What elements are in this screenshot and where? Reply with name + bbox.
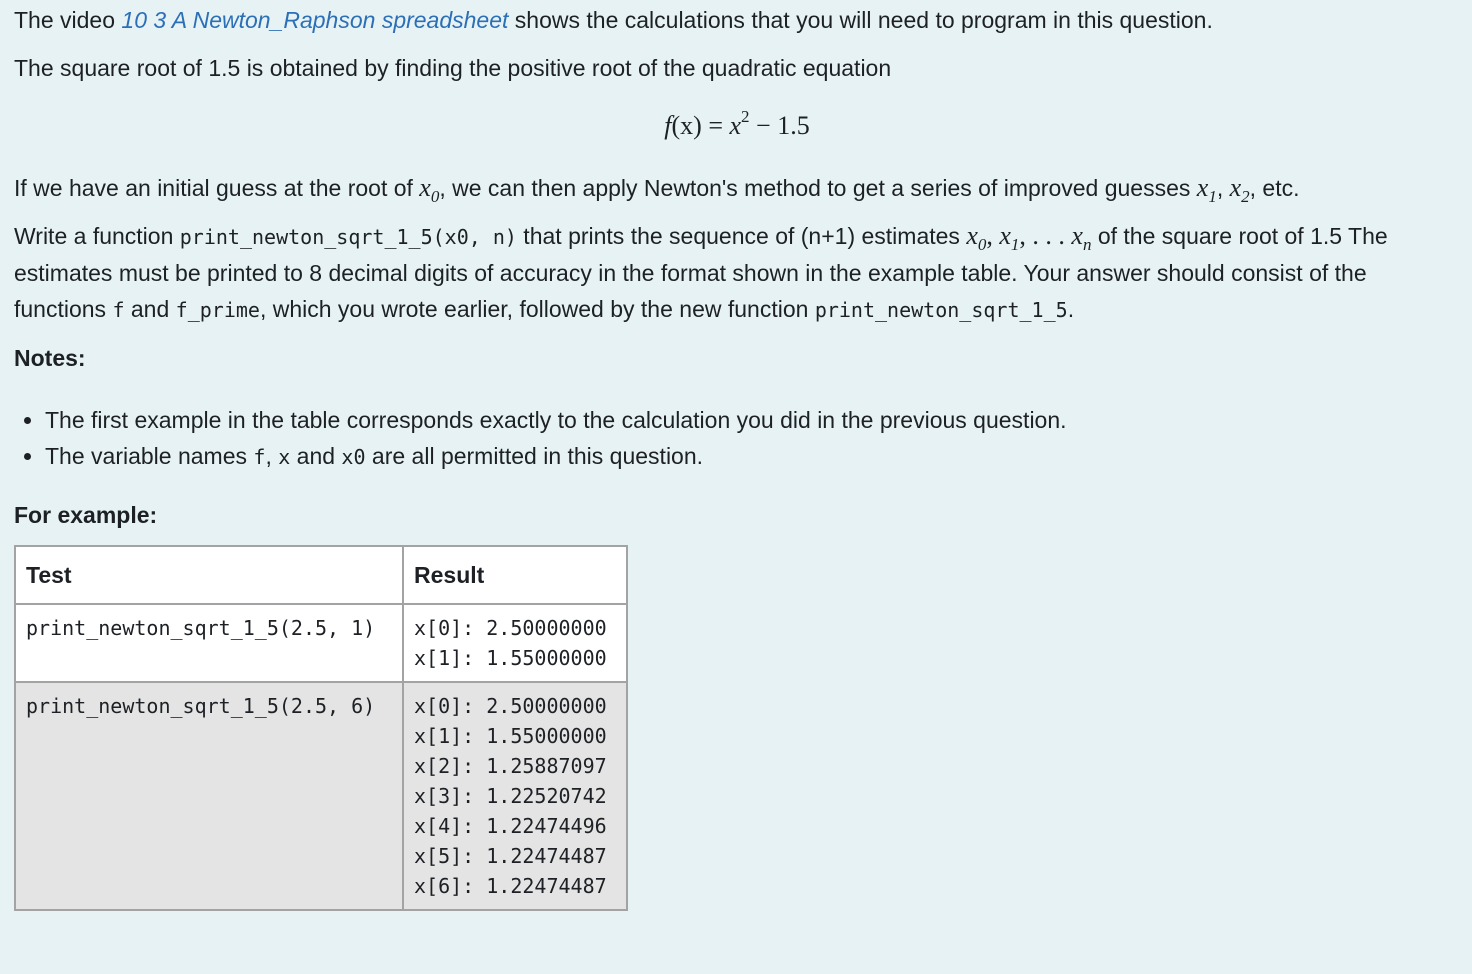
code-function-name: print_newton_sqrt_1_5	[814, 298, 1068, 322]
task-text-2: that prints the sequence of (n+1) estimates	[516, 223, 967, 249]
table-row	[15, 604, 627, 682]
notes-heading: Notes:	[14, 345, 86, 371]
equation-variable: x	[729, 111, 742, 140]
equation-function-name: f	[664, 111, 672, 140]
initial-guess-paragraph	[14, 170, 1460, 206]
task-text-5: , which you wrote earlier, followed by the new function	[259, 296, 815, 322]
math-seq-subn: n	[1082, 235, 1092, 254]
math-x1-subscript: 1	[1208, 187, 1217, 206]
quadratic-paragraph: The square root of 1.5 is obtained by finding the positive root of the quadratic equation	[14, 55, 892, 81]
equation-constant: − 1.5	[749, 111, 810, 140]
quadratic-equation	[14, 98, 1460, 158]
equation-exponent: 2	[741, 107, 750, 126]
math-seq-x0: x	[966, 221, 978, 250]
header-test: Test	[15, 546, 403, 604]
intro-text-start: The video	[14, 7, 122, 33]
question-text	[14, 2, 1460, 911]
math-estimate-sequence	[966, 221, 1092, 254]
result-cell: x[0]: 2.50000000 x[1]: 1.55000000	[403, 604, 627, 682]
guess-text-2: , we can then apply Newton's method to get a series of improved guesses	[439, 175, 1197, 201]
test-cell: print_newton_sqrt_1_5(2.5, 1)	[15, 604, 403, 682]
notes-list	[14, 402, 1460, 475]
note2-text-4: are all permitted in this question.	[365, 443, 704, 469]
math-seq-ellipsis: , . . .	[1019, 221, 1072, 250]
note2-code-x: x	[278, 445, 291, 469]
example-heading: For example:	[14, 502, 158, 528]
task-paragraph	[14, 218, 1460, 328]
math-x2-subscript: 2	[1241, 187, 1250, 206]
task-text-1: Write a function	[14, 223, 180, 249]
result-cell: x[0]: 2.50000000 x[1]: 1.55000000 x[2]: 1.25887097 x[3]: 1.22520742 x[4]: 1.22474496 x[5]: 1.22474487 x[6]: 1.22474487	[403, 682, 627, 910]
math-x0-subscript: 0	[430, 187, 440, 206]
examples-table	[14, 545, 628, 911]
test-cell: print_newton_sqrt_1_5(2.5, 6)	[15, 682, 403, 910]
code-f: f	[112, 298, 125, 322]
equation-argument: (x)	[671, 111, 702, 140]
table-row	[15, 682, 627, 910]
note2-code-x0: x0	[341, 445, 366, 469]
math-x1	[1196, 173, 1217, 206]
note2-code-f: f	[253, 445, 266, 469]
function-signature-code: print_newton_sqrt_1_5(x0, n)	[179, 225, 517, 249]
task-text-4: and	[124, 296, 176, 322]
math-seq-sub0: 0	[977, 235, 987, 254]
note2-text-2: ,	[265, 443, 279, 469]
intro-text-end: shows the calculations that you will need to program in this question.	[508, 7, 1213, 33]
equation-equals: =	[701, 111, 730, 140]
guess-text-1: If we have an initial guess at the root of	[14, 175, 420, 201]
note-item-2	[45, 438, 1460, 475]
intro-paragraph	[14, 2, 1460, 38]
header-result: Result	[403, 546, 627, 604]
table-header-row	[15, 546, 627, 604]
guess-text-3: ,	[1216, 175, 1230, 201]
math-seq-sub1: 1	[1010, 235, 1020, 254]
note2-text-1: The variable names	[45, 443, 254, 469]
math-x1-symbol: x	[1196, 173, 1209, 202]
math-x2	[1229, 173, 1250, 206]
math-seq-x1: x	[999, 221, 1011, 250]
video-link[interactable]: 10 3 A Newton_Raphson spreadsheet	[121, 7, 509, 33]
math-x0-symbol: x	[419, 173, 431, 202]
task-text-3: of the square root of 1.5 The estimates must be printed to 8 decimal digits of accuracy in the format shown in the example table. Your answer should consist of the functions	[14, 223, 1388, 322]
task-text-6: .	[1067, 296, 1075, 322]
guess-text-4: , etc.	[1249, 175, 1300, 201]
code-f-prime: f_prime	[175, 298, 260, 322]
math-x2-symbol: x	[1229, 173, 1242, 202]
math-seq-sep1: ,	[986, 221, 1000, 250]
note-item-1: • The first example in the table corresponds exactly to the calculation you did in the previous question.	[45, 402, 1460, 438]
math-x0	[419, 173, 440, 206]
note2-text-3: and	[290, 443, 342, 469]
math-seq-xn: x	[1071, 221, 1083, 250]
